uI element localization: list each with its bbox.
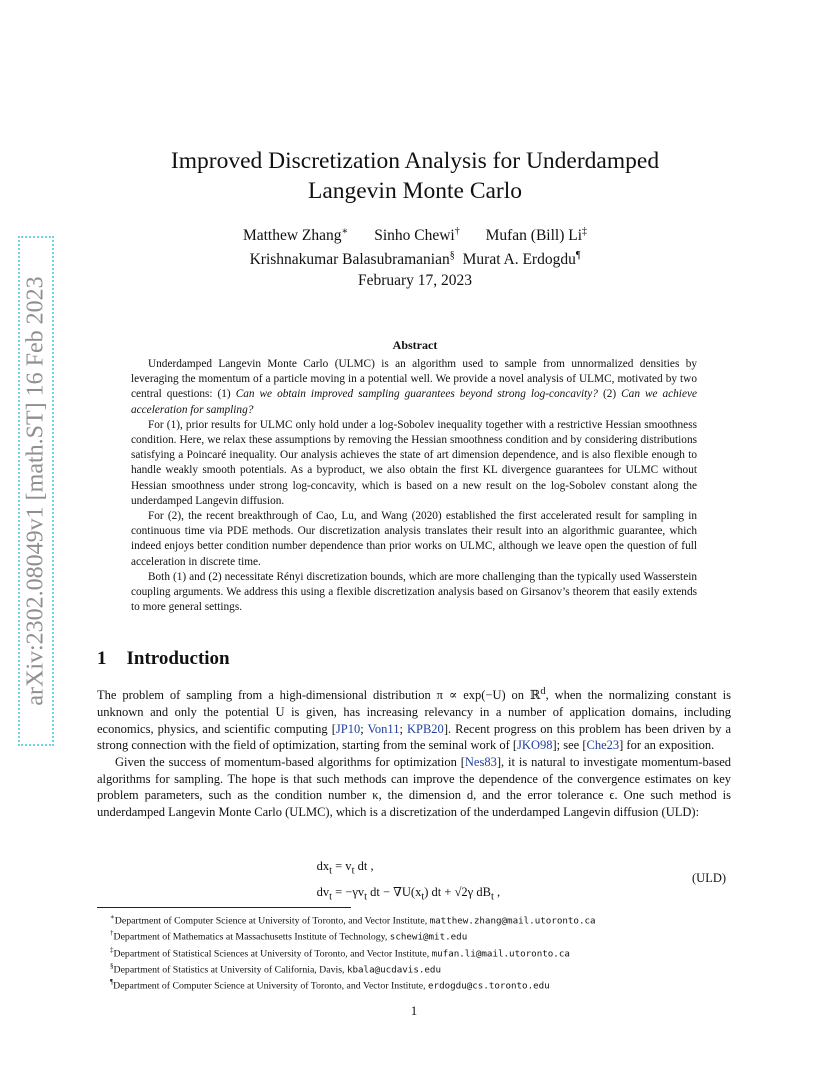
author-row-2 xyxy=(100,246,730,270)
citation-link[interactable]: Von11 xyxy=(367,721,400,736)
footnote: ∗Department of Computer Science at University of Toronto, and Vector Institute, matthew.zhang@mail.utoronto.ca xyxy=(110,913,596,927)
footnote: §Department of Statistics at University of California, Davis, kbala@ucdavis.edu xyxy=(110,961,441,976)
equation-line-2: $dv_t = -\gamma v_t$ dt − $\nabla U(x_t)$ dt + √2γ $dB_t$ , xyxy=(316,884,501,902)
email-link[interactable]: erdogdu@cs.toronto.edu xyxy=(428,980,550,992)
author-row-1 xyxy=(100,222,730,246)
body-paragraph: Given the success of momentum-based algorithms for optimization [Nes83], it is natural to investigate momentum-based algorithms for sampling. The hope is that such methods can improve the dependence of the convergence estimates on key problem parameters, such as the condition number κ, the dimension d, and the error tolerance ϵ. One such method is underdamped Langevin Monte Carlo (ULMC), which is a discretization of the underdamped Langevin diffusion (ULD): xyxy=(97,754,731,820)
equation-line-1: $dx_t = v_t$ dt , xyxy=(316,859,374,877)
author: Matthew Zhang∗ xyxy=(242,226,349,245)
footnote: ‡Department of Statistical Sciences at University of Toronto, and Vector Institute, mufan.li@mail.utoronto.ca xyxy=(110,945,570,959)
publication-date: February 17, 2023 xyxy=(357,272,473,289)
author: Sinho Chewi† xyxy=(374,226,460,245)
email-link[interactable]: mufan.li@mail.utoronto.ca xyxy=(431,947,570,959)
body-paragraph: The problem of sampling from a high-dimensional distribution π ∝ exp(−U) on ℝ$^d$, when the normalizing constant is unknown and only the potential U is given, has increasing relevancy in a number of application domains, including economics, physics, and scientific computing [JP10; Von11; KPB20]. Recent progress on this problem has been driven by a strong connection with the field of optimization, starting from the seminal work of [JKO98]; see [Che23] for an exposition. xyxy=(97,686,731,753)
arxiv-identifier: arXiv:2302.08049v1 [math.ST] 16 Feb 2023 xyxy=(22,276,49,706)
page-number: 1 xyxy=(410,1003,418,1018)
author: Murat A. Erdogdu¶ xyxy=(462,250,581,269)
author: Krishnakumar Balasubramanian§ xyxy=(249,250,455,269)
title-line-1: Improved Discretization Analysis for Underdamped xyxy=(170,148,660,174)
citation-link[interactable]: Che23 xyxy=(586,738,620,753)
section-heading xyxy=(97,648,230,670)
citation-link[interactable]: JKO98 xyxy=(517,738,553,753)
citation-link[interactable]: KPB20 xyxy=(406,721,444,736)
abstract-paragraph: For (1), prior results for ULMC only hold under a log-Sobolev inequality together with a restrictive Hessian smoothness condition. Here, we relax these assumptions by removing the Hessian smoothness condition and by considering distributions satisfying a Poincaré inequality. Our analysis achieves the state of art dimension dependence, and is also flexible enough to handle weakly smooth potentials. As a byproduct, we also obtain the first KL divergence guarantees for ULMC without Hessian smoothness under strong log-concavity, which is based on a new result on the log-Sobolev constant along the underdamped Langevin diffusion. xyxy=(131,418,697,507)
paper-title xyxy=(100,146,730,206)
footnote-divider xyxy=(97,907,351,908)
introduction-text xyxy=(97,684,731,821)
abstract-paragraph: Both (1) and (2) necessitate Rényi discretization bounds, which are more challenging than the typically used Wasserstein coupling arguments. We address this using a flexible discretization analysis based on Girsanov’s theorem that easily extends to more general settings. xyxy=(131,570,697,614)
abstract-paragraph: For (2), the recent breakthrough of Cao, Lu, and Wang (2020) established the first accelerated result for sampling in continuous time via PDE methods. Our discretization analysis translates their result into an algorithmic guarantee, which indeed enjoys better condition number dependence than prior works on ULMC, although we leave open the question of full acceleration in discrete time. xyxy=(131,510,697,568)
author: Mufan (Bill) Li‡ xyxy=(485,226,588,245)
author-list xyxy=(100,222,730,270)
abstract-paragraph: Underdamped Langevin Monte Carlo (ULMC) is an algorithm used to sample from unnormalized densities by leveraging the momentum of a particle moving in a potential well. We provide a novel analysis of ULMC, motivated by two central questions: (1) Can we obtain improved sampling guarantees beyond strong log-concavity? (2) Can we achieve acceleration for sampling? xyxy=(131,358,697,416)
section-number: 1 xyxy=(97,648,107,669)
citation-link[interactable]: Nes83 xyxy=(464,754,497,769)
abstract xyxy=(131,357,697,615)
arxiv-watermark xyxy=(18,236,54,746)
footnote: †Department of Mathematics at Massachusetts Institute of Technology, schewi@mit.edu xyxy=(110,929,468,943)
abstract-heading: Abstract xyxy=(392,338,438,352)
email-link[interactable]: matthew.zhang@mail.utoronto.ca xyxy=(429,915,596,927)
equation-block xyxy=(284,856,500,907)
footnotes xyxy=(110,911,596,992)
equation-tag: (ULD) xyxy=(692,871,727,885)
citation-link[interactable]: JP10 xyxy=(335,721,361,736)
section-title: Introduction xyxy=(126,648,230,669)
title-line-2: Langevin Monte Carlo xyxy=(307,178,523,204)
email-link[interactable]: schewi@mit.edu xyxy=(389,931,468,943)
email-link[interactable]: kbala@ucdavis.edu xyxy=(346,964,441,976)
footnote: ¶Department of Computer Science at University of Toronto, and Vector Institute, erdogdu@cs.toronto.edu xyxy=(110,978,550,992)
